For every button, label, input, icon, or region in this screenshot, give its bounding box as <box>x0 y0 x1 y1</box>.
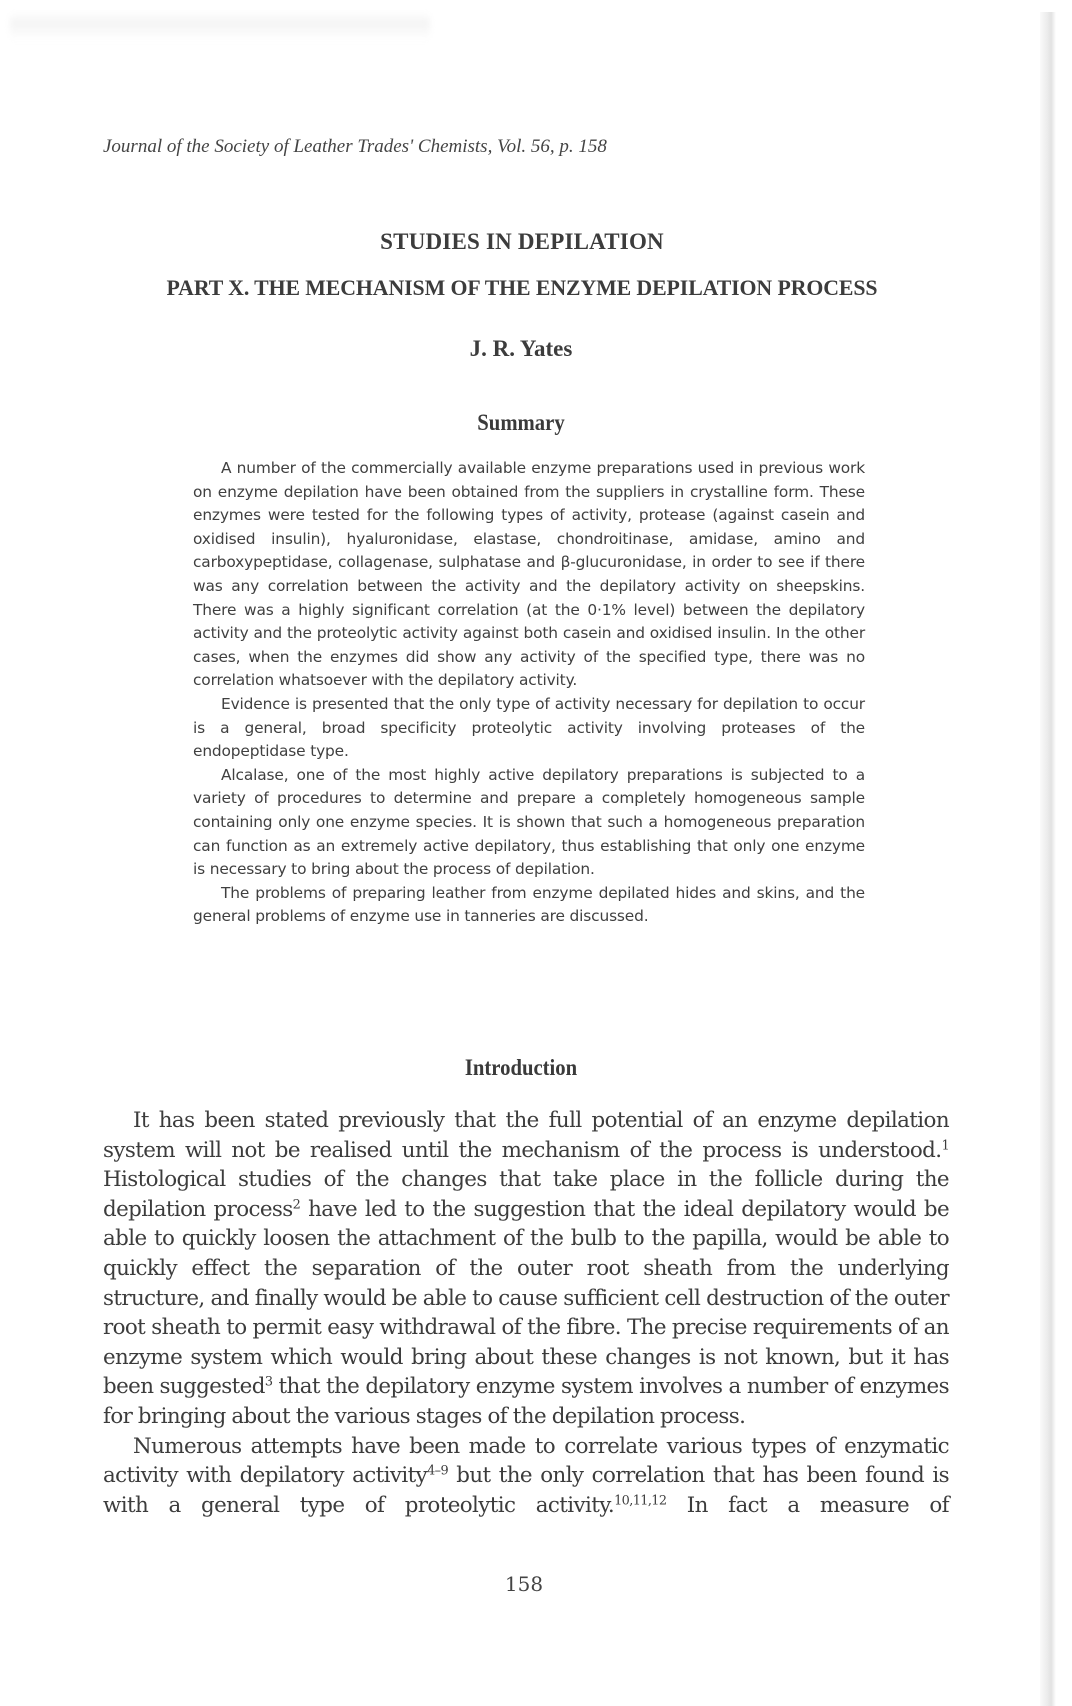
summary-paragraph: A number of the commercially available enzyme preparations used in previous work on enzyme depilation have been obtained from the suppliers in crystalline form. These enzymes were tested for the following types of activity, protease (against casein and oxidised insulin), hyaluronidase, elastase, chondroitinase, amidase, amino and carboxypeptidase, collagenase, sulphatase and β-glucuronidase, in order to see if there was any correlation between the activity and the depilatory activity on sheepskins. There was a highly significant correlation (at the 0·1% level) between the depilatory activity and the proteolytic activity against both casein and oxidised insulin. In the other cases, when the enzymes did show any activity of the specified type, there was no correlation whatsoever with the depilatory activity. <box>193 459 865 690</box>
page-edge-shadow <box>1040 12 1056 1706</box>
author-name: J. R. Yates <box>469 336 573 361</box>
reference-superscript: 3 <box>264 1374 273 1390</box>
reference-superscript: 1 <box>941 1137 949 1153</box>
summary-paragraph: Alcalase, one of the most highly active depilatory preparations is subjected to a variety of procedures to determine and prepare a completely homogeneous sample containing only one enzyme species. It is shown that such a homogeneous preparation can function as an extremely active depilatory, thus establishing that only one enzyme is necessary to bring about the process of depilation. <box>193 765 865 879</box>
summary-abstract <box>193 457 865 929</box>
summary-paragraph: The problems of preparing leather from enzyme depilated hides and skins, and the general problems of enzyme use in tanneries are discussed. <box>193 883 865 926</box>
summary-paragraph: Evidence is presented that the only type of activity necessary for depilation to occur is a general, broad specificity proteolytic activity involving proteases of the endopeptidase type. <box>193 694 865 761</box>
body-paragraph <box>103 1106 949 1432</box>
running-head: Journal of the Society of Leather Trades' Chemists, Vol. 56, p. 158 <box>103 136 607 157</box>
paragraph-text: have led to the suggestion that the ideal depilatory would be able to quickly loosen the attachment of the bulb to the papilla, would be able to quickly effect the separation of the outer root sheath from the underlying structure, and finally would be able to cause sufficient cell destruction of the outer root sheath to permit easy withdrawal of the fibre. The precise requirements of an enzyme system which would bring about these changes is not known, but it has been suggested <box>103 1196 949 1400</box>
series-title: STUDIES IN DEPILATION <box>380 229 664 254</box>
introduction-heading: Introduction <box>464 1055 578 1080</box>
reference-superscript: 2 <box>292 1197 301 1213</box>
reference-superscript: 10,11,12 <box>614 1493 667 1509</box>
article-title: PART X. THE MECHANISM OF THE ENZYME DEPILATION PROCESS <box>166 275 878 300</box>
paragraph-text: that the depilatory enzyme system involves a number of enzymes for bringing about the various stages of the depilation process. <box>103 1374 949 1429</box>
reference-superscript: 4–9 <box>427 1463 449 1479</box>
paragraph-text: but the only correlation that has been found is with a general type of proteolytic activity. <box>103 1463 949 1518</box>
paragraph-text: In fact a measure of <box>666 1492 949 1518</box>
scan-artifact <box>10 12 430 40</box>
paragraph-text: Histological studies of the changes that take place in the follicle during the depilation process <box>103 1167 949 1222</box>
paragraph-text: Numerous attempts have been made to correlate various types of enzymatic activity with depilatory activity <box>103 1433 949 1489</box>
body-paragraph <box>103 1432 949 1521</box>
paragraph-text: It has been stated previously that the full potential of an enzyme depilation system will not be realised until the mechanism of the process is understood. <box>103 1108 949 1163</box>
introduction-body <box>103 1106 949 1520</box>
summary-heading: Summary <box>477 410 565 435</box>
page-number: 158 <box>504 1572 544 1596</box>
